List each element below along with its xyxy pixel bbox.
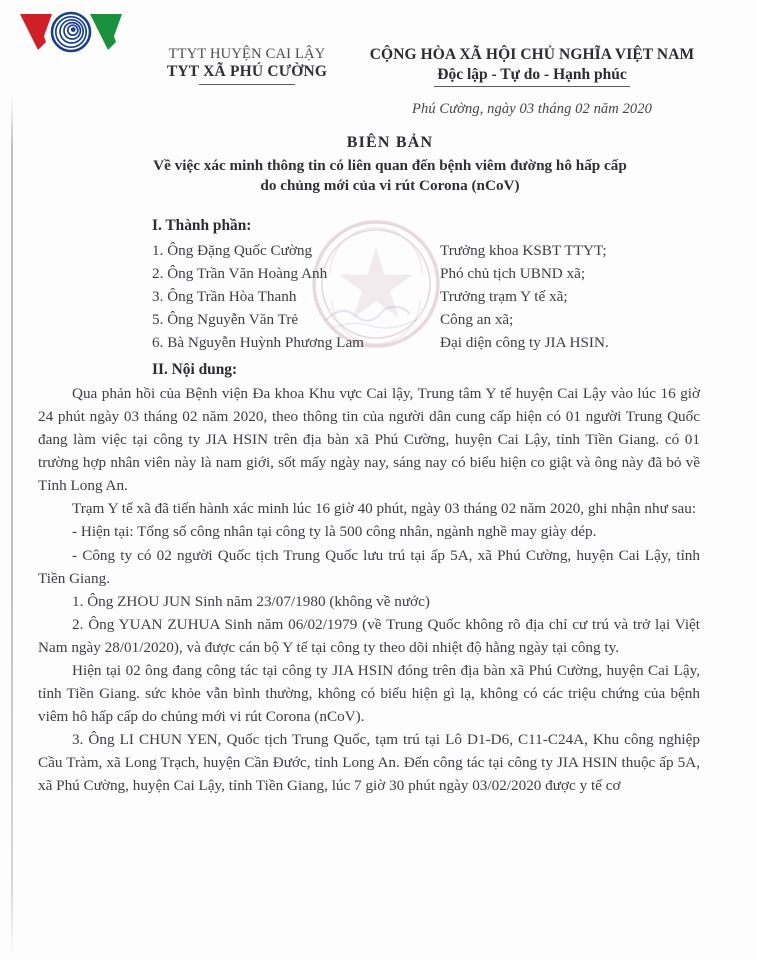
participant-name: 1. Ông Đặng Quốc Cường <box>152 241 313 259</box>
page-title: BIÊN BẢN <box>346 134 434 151</box>
participant-name: 2. Ông Trần Văn Hoàng Anh <box>152 264 328 282</box>
list-item <box>152 239 702 262</box>
participants-list <box>152 239 702 354</box>
participant-role: Trưởng trạm Y tế xã; <box>440 288 568 306</box>
content-paragraph: - Hiện tại: Tổng số công nhân tại công ty là 500 công nhân, ngành nghề may giày dép. <box>72 523 597 541</box>
participant-name: 6. Bà Nguyễn Huỳnh Phương Lam <box>152 334 364 352</box>
page-subtitle-line-1: Về việc xác minh thông tin có liên quan đến bệnh viêm đường hô hấp cấp <box>153 157 627 174</box>
org-underline <box>199 84 295 85</box>
section-heading-participants: I. Thành phần: <box>152 217 252 234</box>
org-line-1: TTYT HUYỆN CAI LẬY <box>168 46 326 62</box>
content-section <box>38 358 702 798</box>
section-heading-content: II. Nội dung: <box>152 361 238 378</box>
list-item <box>152 285 702 308</box>
participant-name: 5. Ông Nguyễn Văn Trẻ <box>152 311 299 329</box>
participant-role: Công an xã; <box>440 311 514 329</box>
national-heading-block <box>352 46 712 87</box>
motto-underline <box>434 86 630 87</box>
participant-role: Đại diện công ty JIA HSIN. <box>440 334 609 352</box>
content-paragraph: Hiện tại 02 ông đang công tác tại công ty JIA HSIN đóng trên địa bàn xã Phú Cường, huyện Cai Lậy, tỉnh Tiền Giang. sức khỏe vẫn bình thường, không có biểu hiện gì lạ, không có các triệu chứng của bệnh viêm hô hấp cấp do chủng mới vi rút Corona (nCoV). <box>38 662 700 726</box>
org-line-2: TYT XÃ PHÚ CƯỜNG <box>166 63 328 81</box>
document-header <box>0 46 757 96</box>
content-paragraph: - Công ty có 02 người Quốc tịch Trung Quốc lưu trú tại ấp 5A, xã Phú Cường, huyện Cai Lậy, tỉnh Tiền Giang. <box>38 546 700 587</box>
page-subtitle-line-2: do chủng mới của vi rút Corona (nCoV) <box>260 177 520 195</box>
participant-role: Phó chủ tịch UBND xã; <box>440 264 586 282</box>
national-motto: Độc lập - Tự do - Hạnh phúc <box>437 65 627 83</box>
list-item <box>152 308 702 331</box>
scan-edge-line <box>11 96 13 960</box>
place-and-date: Phú Cường, ngày 03 tháng 02 năm 2020 <box>412 101 652 117</box>
content-paragraph: 1. Ông ZHOU JUN Sinh năm 23/07/1980 (không về nước) <box>72 592 430 610</box>
content-paragraph: Qua phản hồi của Bệnh viện Đa khoa Khu vực Cai lậy, Trung tâm Y tế huyện Cai Lậy vào lúc 16 giờ 24 phút ngày 03 tháng 02 năm 2020, theo thông tin của người dân cung cấp hiện có 01 người Trung Quốc đang làm việc tại công ty JIA HSIN trên địa bàn xã Phú Cường, huyện Cai Lậy, tỉnh Tiền Giang. có 01 trường hợp nhân viên này là nam giới, sốt mấy ngày nay, sáng nay có biểu hiện co giật và ông này đã bỏ về Tỉnh Long An. <box>38 384 700 495</box>
participants-section <box>152 214 702 354</box>
list-item <box>152 262 702 285</box>
list-item <box>152 331 702 354</box>
content-paragraph: 2. Ông YUAN ZUHUA Sinh năm 06/02/1979 (về Trung Quốc không rõ địa chỉ cư trú và trở lại Việt Nam ngày 28/01/2020), và được cán bộ Y tế tại công ty theo dõi nhiệt độ hằng ngày tại công ty. <box>38 615 700 656</box>
content-paragraph: 3. Ông LI CHUN YEN, Quốc tịch Trung Quốc, tạm trú tại Lô D1-D6, C11-C24A, Khu công nghiệp Cầu Tràm, xã Long Trạch, huyện Cần Đước, tỉnh Long An. Đến công tác tại công ty JIA HSIN thuộc ấp 5A, xã Phú Cường, huyện Cai Lậy, tỉnh Tiền Giang, lúc 7 giờ 30 phút ngày 03/02/2020 được y tế cơ <box>38 731 700 795</box>
participant-role: Trưởng khoa KSBT TTYT; <box>440 241 607 259</box>
issuing-organization <box>136 46 358 85</box>
content-paragraph: Trạm Y tế xã đã tiến hành xác minh lúc 16 giờ 40 phút, ngày 03 tháng 02 năm 2020, ghi nhận như sau: <box>72 500 697 518</box>
participant-name: 3. Ông Trần Hòa Thanh <box>152 288 297 306</box>
title-block <box>80 133 700 197</box>
national-heading: CỘNG HÒA XÃ HỘI CHỦ NGHĨA VIỆT NAM <box>369 46 695 63</box>
